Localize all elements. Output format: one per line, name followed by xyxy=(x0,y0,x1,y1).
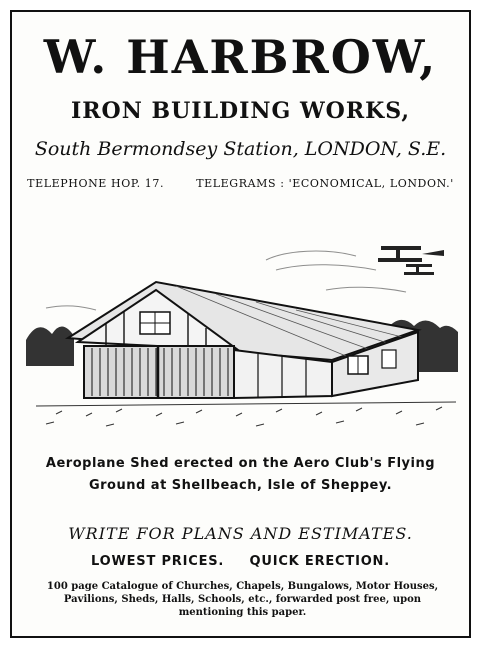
telephone-text: TELEPHONE HOP. 17. xyxy=(27,177,165,190)
biplane-icon xyxy=(378,246,444,275)
lowest-prices-text: LOWEST PRICES. xyxy=(91,554,225,569)
catalogue-notice: 100 page Catalogue of Churches, Chapels, Bungalows, Motor Houses, Pavilions, Sheds, Halls, Schools, etc., forwarded post free, upon mentioning this paper. xyxy=(46,581,439,618)
contact-line xyxy=(12,177,469,190)
company-address: South Bermondsey Station, LONDON, S.E. xyxy=(34,138,447,160)
write-for-plans: WRITE FOR PLANS AND ESTIMATES. xyxy=(68,524,413,543)
prices-line xyxy=(12,554,469,569)
aeroplane-shed-illustration xyxy=(26,220,458,432)
telegrams-text: TELEGRAMS : 'ECONOMICAL, LONDON.' xyxy=(196,177,454,190)
illustration-caption xyxy=(12,453,469,497)
quick-erection-text: QUICK ERECTION. xyxy=(249,554,390,569)
advertisement xyxy=(10,10,471,638)
caption-line-1: Aeroplane Shed erected on the Aero Club's Flying xyxy=(45,456,436,471)
caption-line-2: Ground at Shellbeach, Isle of Sheppey. xyxy=(88,478,393,493)
company-name: W. HARBROW, xyxy=(43,30,438,84)
company-subtitle: IRON BUILDING WORKS, xyxy=(70,98,410,124)
